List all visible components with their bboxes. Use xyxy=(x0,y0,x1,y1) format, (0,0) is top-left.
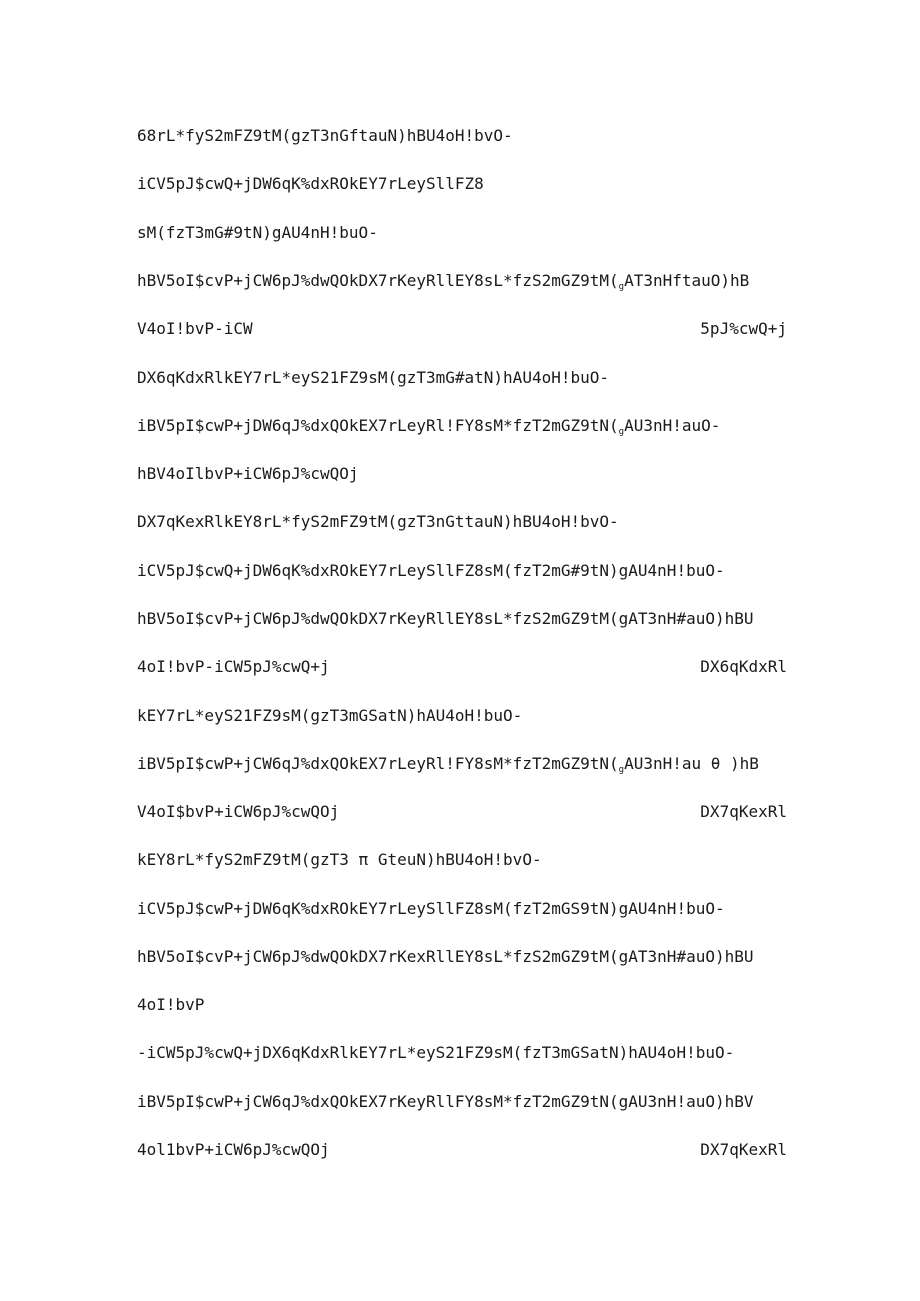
text-line-5 xyxy=(137,317,787,341)
text-line-4-after: AT3nHftauO)hB xyxy=(624,271,750,290)
text-line-10-left: iCV5pJ$cwQ+jDW6qK%dxROkEY7rLeySllFZ8sM(fzT2mG#9tN)gAU4nH!buO- xyxy=(137,561,725,580)
text-line-9-left: DX7qKexRlkEY8rL*fyS2mFZ9tM(gzT3nGttauN)hBU4oH!bvO- xyxy=(137,512,619,531)
text-line-18-left: hBV5oI$cvP+jCW6pJ%dwQOkDX7rKexRllEY8sL*fzS2mGZ9tM(gAT3nH#auO)hBU xyxy=(137,947,754,966)
text-line-3-left: sM(fzT3mG#9tN)gAU4nH!buO- xyxy=(137,223,378,242)
text-line-22-right: DX7qKexRl xyxy=(700,1140,787,1159)
text-line-21-left: iBV5pI$cwP+jCW6qJ%dxQOkEX7rKeyRllFY8sM*fzT2mGZ9tN(gAU3nH!auO)hBV xyxy=(137,1092,754,1111)
text-line-1 xyxy=(137,124,787,148)
text-line-3 xyxy=(137,221,787,245)
text-line-16-left: kEY8rL*fyS2mFZ9tM(gzT3 π GteuN)hBU4oH!bvO- xyxy=(137,850,542,869)
text-line-11 xyxy=(137,607,787,631)
text-line-13-left: kEY7rL*eyS21FZ9sM(gzT3mGSatN)hAU4oH!buO- xyxy=(137,706,523,725)
text-line-7-content xyxy=(137,414,720,438)
text-line-12-right: DX6qKdxRl xyxy=(700,657,787,676)
text-line-11-left: hBV5oI$cvP+jCW6pJ%dwQOkDX7rKeyRllEY8sL*fzS2mGZ9tM(gAT3nH#auO)hBU xyxy=(137,609,754,628)
text-line-13 xyxy=(137,704,787,728)
text-line-9 xyxy=(137,510,787,534)
text-line-15 xyxy=(137,800,787,824)
text-line-8-left: hBV4oIlbvP+iCW6pJ%cwQOj xyxy=(137,464,359,483)
text-line-7-left: iBV5pI$cwP+jDW6qJ%dxQOkEX7rLeyRl!FY8sM*fzT2mGZ9tN( xyxy=(137,416,619,435)
text-line-4-subscript: g xyxy=(618,282,625,292)
text-line-2 xyxy=(137,172,787,196)
text-line-22 xyxy=(137,1138,787,1162)
text-line-18 xyxy=(137,945,787,969)
text-line-15-left: V4oI$bvP+iCW6pJ%cwQOj xyxy=(137,802,340,821)
text-line-19 xyxy=(137,993,787,1017)
text-line-12-left: 4oI!bvP-iCW5pJ%cwQ+j xyxy=(137,657,330,676)
text-line-5-right: 5pJ%cwQ+j xyxy=(700,319,787,338)
text-line-6 xyxy=(137,366,787,390)
text-line-17 xyxy=(137,897,787,921)
text-line-4 xyxy=(137,269,787,293)
text-line-14 xyxy=(137,752,787,776)
text-line-20-left: -iCW5pJ%cwQ+jDX6qKdxRlkEY7rL*eyS21FZ9sM(fzT3mGSatN)hAU4oH!buO- xyxy=(137,1043,735,1062)
text-line-6-left: DX6qKdxRlkEY7rL*eyS21FZ9sM(gzT3mG#atN)hAU4oH!buO- xyxy=(137,368,610,387)
text-line-17-left: iCV5pJ$cwP+jDW6qK%dxROkEY7rLeySllFZ8sM(fzT2mGS9tN)gAU4nH!buO- xyxy=(137,899,725,918)
text-line-7-subscript: g xyxy=(618,427,625,437)
text-line-4-content xyxy=(137,269,749,293)
text-line-4-left: hBV5oI$cvP+jCW6pJ%dwQOkDX7rKeyRllEY8sL*fzS2mGZ9tM( xyxy=(137,271,619,290)
text-line-8 xyxy=(137,462,787,486)
text-line-22-left: 4ol1bvP+iCW6pJ%cwQOj xyxy=(137,1140,330,1159)
text-line-19-left: 4oI!bvP xyxy=(137,995,205,1014)
text-line-5-left: V4oI!bvP-iCW xyxy=(137,319,253,338)
text-line-14-content xyxy=(137,752,759,776)
text-line-7-after: AU3nH!auO- xyxy=(624,416,721,435)
text-line-1-left: 68rL*fyS2mFZ9tM(gzT3nGftauN)hBU4oH!bvO- xyxy=(137,126,513,145)
text-line-20 xyxy=(137,1041,787,1065)
text-line-2-left: iCV5pJ$cwQ+jDW6qK%dxROkEY7rLeySllFZ8 xyxy=(137,174,484,193)
text-line-16 xyxy=(137,848,787,872)
text-line-14-after: AU3nH!au θ )hB xyxy=(624,754,759,773)
text-line-21 xyxy=(137,1090,787,1114)
text-line-14-subscript: g xyxy=(618,765,625,775)
text-line-10 xyxy=(137,559,787,583)
text-line-15-right: DX7qKexRl xyxy=(700,802,787,821)
text-line-12 xyxy=(137,655,787,679)
text-line-7 xyxy=(137,414,787,438)
text-line-14-left: iBV5pI$cwP+jCW6qJ%dxQOkEX7rLeyRl!FY8sM*fzT2mGZ9tN( xyxy=(137,754,619,773)
